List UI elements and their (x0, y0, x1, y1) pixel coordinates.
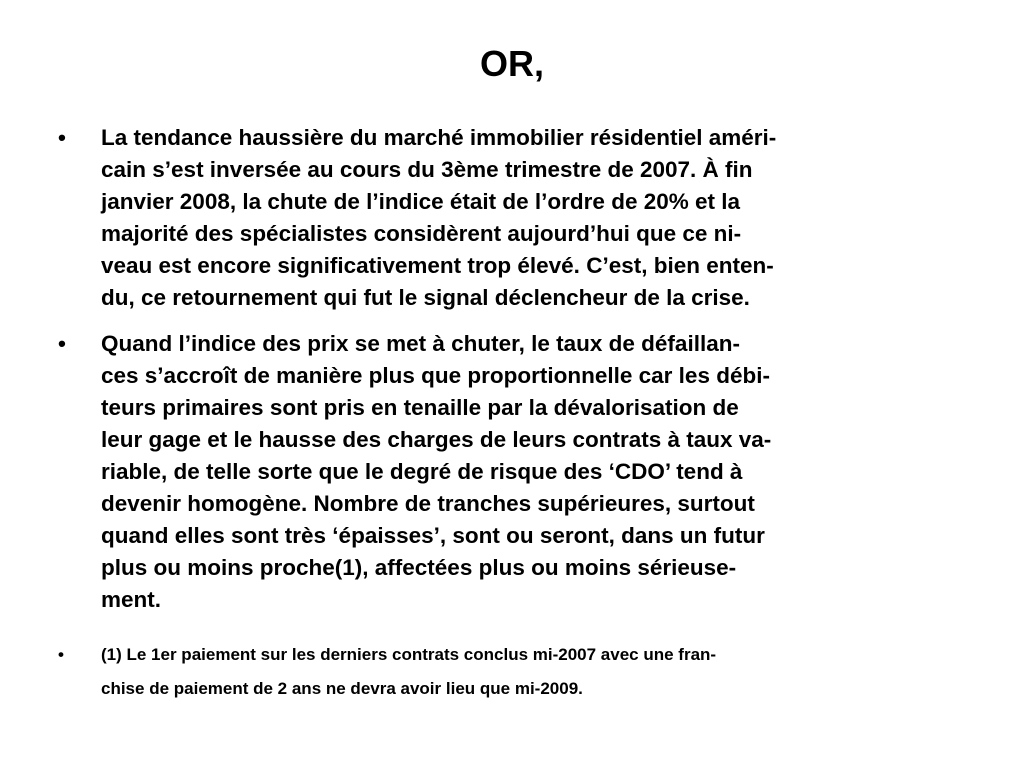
slide-title: OR, (479, 43, 544, 84)
text-line: veau est encore significativement trop élevé. C’est, bien enten- (101, 253, 774, 278)
bullet-text (101, 122, 961, 314)
text-line: du, ce retournement qui fut le signal déclencheur de la crise. (101, 285, 750, 310)
footnote-text (101, 638, 961, 706)
text-line: leur gage et le hausse des charges de leurs contrats à taux va- (101, 427, 772, 452)
text-line: teurs primaires sont pris en tenaille par la dévalorisation de (101, 395, 739, 420)
text-line: quand elles sont très ‘épaisses’, sont ou seront, dans un futur (101, 523, 765, 548)
bullet-marker: • (58, 125, 66, 150)
bullet-marker: • (58, 645, 64, 664)
text-line: (1) Le 1er paiement sur les derniers contrats conclus mi-2007 avec une fran- (101, 645, 717, 664)
text-line: Quand l’indice des prix se met à chuter, le taux de défaillan- (101, 331, 740, 356)
text-line: devenir homogène. Nombre de tranches supérieures, surtout (101, 491, 755, 516)
bullet-text (101, 328, 961, 616)
text-line: janvier 2008, la chute de l’indice était de l’ordre de 20% et la (101, 189, 741, 214)
bullet-marker: • (58, 331, 66, 356)
text-line: chise de paiement de 2 ans ne devra avoir lieu que mi-2009. (101, 679, 583, 698)
text-line: ces s’accroît de manière plus que proportionnelle car les débi- (101, 363, 770, 388)
text-line: cain s’est inversée au cours du 3ème trimestre de 2007. À fin (101, 157, 753, 182)
text-line: ment. (101, 587, 162, 612)
text-line: plus ou moins proche(1), affectées plus ou moins sérieuse- (101, 555, 737, 580)
text-line: riable, de telle sorte que le degré de risque des ‘CDO’ tend à (101, 459, 743, 484)
text-line: majorité des spécialistes considèrent aujourd’hui que ce ni- (101, 221, 742, 246)
text-line: La tendance haussière du marché immobilier résidentiel améri- (101, 125, 777, 150)
